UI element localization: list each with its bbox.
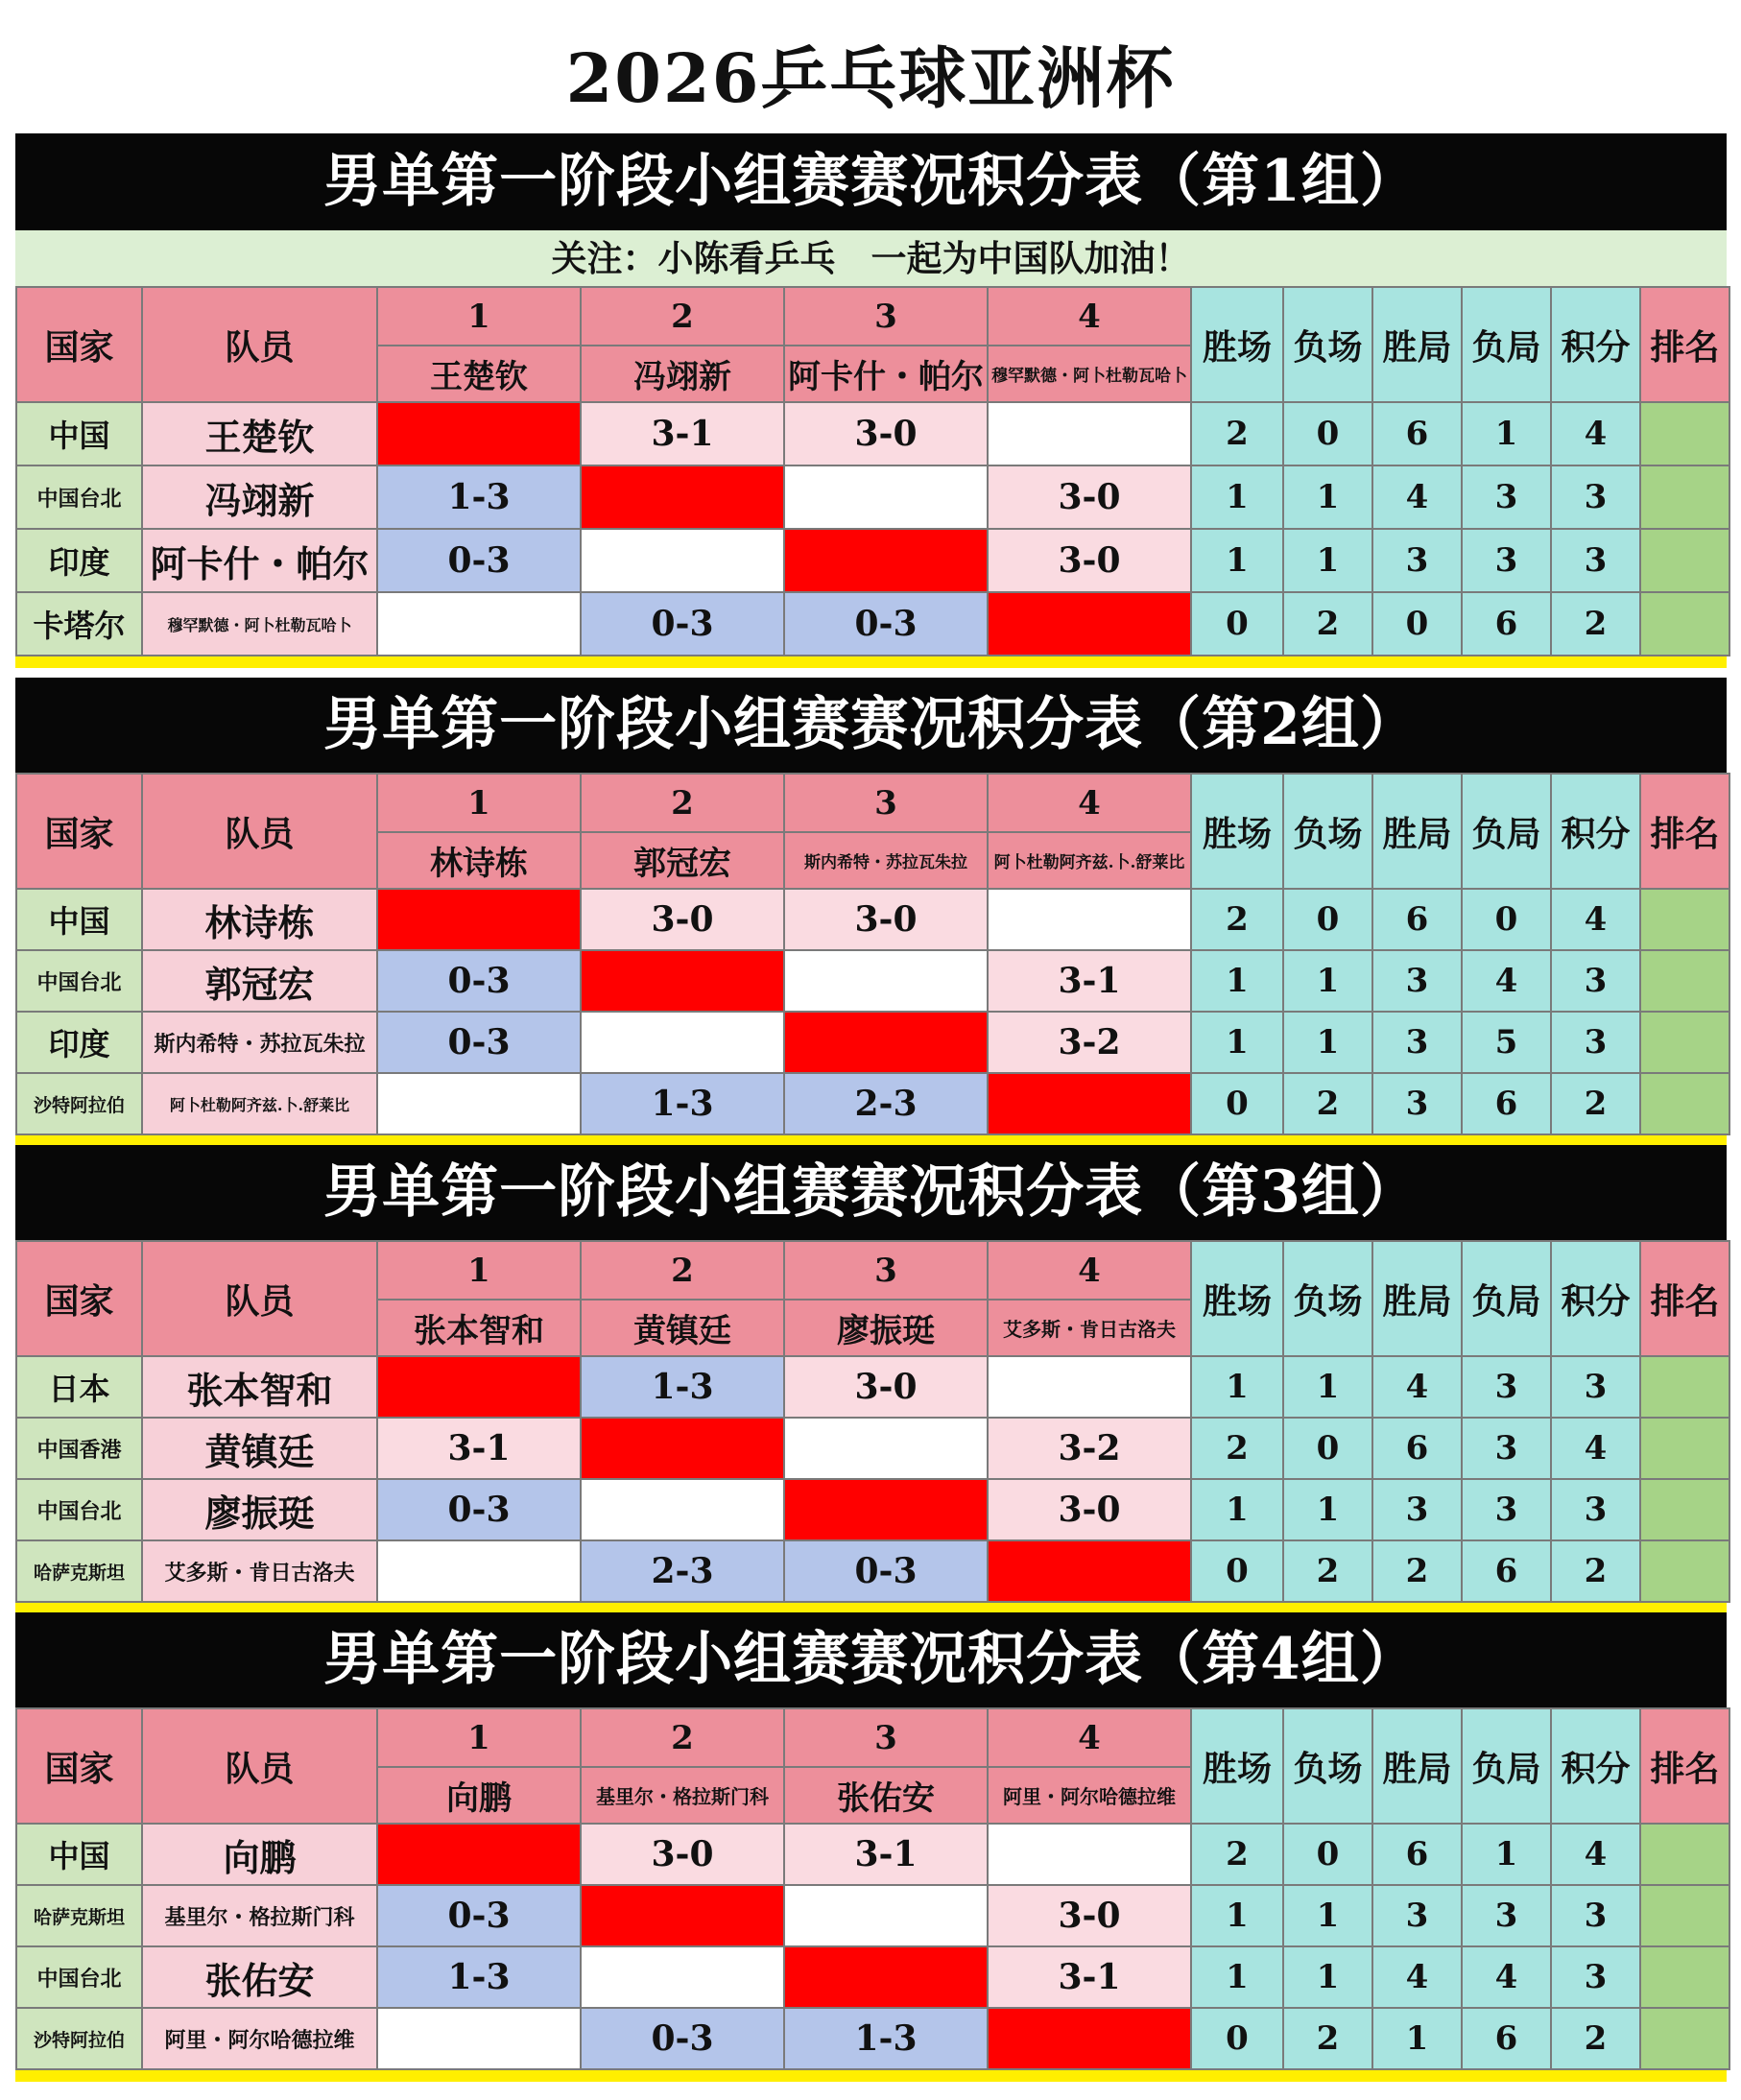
column-header-opponent-name: 阿里・阿尔哈德拉维 [988,1767,1191,1824]
result-cell-self [988,1540,1191,1602]
column-header-wins: 胜场 [1191,1708,1283,1824]
result-cell-empty [581,1479,784,1540]
result-cell-loss: 1-3 [784,2008,988,2069]
rank-cell [1640,1946,1729,2008]
result-cell-win: 3-1 [784,1824,988,1885]
stat-wins: 1 [1191,529,1283,592]
table-row [16,529,1729,592]
table-row [16,1540,1729,1602]
stat-points: 2 [1551,1073,1640,1134]
standings-table [15,1240,1730,1603]
group-title: 男单第一阶段小组赛赛况积分表（第4组） [15,1612,1727,1707]
result-cell-empty [988,889,1191,950]
column-header-country: 国家 [16,774,142,889]
stat-games-won: 3 [1372,529,1462,592]
stat-games-won: 4 [1372,1946,1462,2008]
column-header-opponent-name: 王楚钦 [377,346,581,402]
stat-losses: 1 [1283,465,1372,529]
column-header-opponent-number: 3 [784,1708,988,1767]
country-cell: 沙特阿拉伯 [16,1073,142,1134]
result-cell-loss: 0-3 [377,1885,581,1946]
stat-games-lost: 6 [1462,1540,1551,1602]
player-cell: 阿卡什・帕尔 [142,529,377,592]
result-cell-loss: 2-3 [581,1540,784,1602]
result-cell-loss: 1-3 [581,1356,784,1418]
stat-losses: 0 [1283,1418,1372,1479]
result-cell-self [784,1012,988,1073]
result-cell-self [377,1824,581,1885]
header-row [16,774,1729,832]
column-header-opponent-name: 郭冠宏 [581,832,784,889]
country-cell: 沙特阿拉伯 [16,2008,142,2069]
column-header-opponent-number: 2 [581,1241,784,1300]
column-header-opponent-number: 1 [377,287,581,346]
stat-games-lost: 5 [1462,1012,1551,1073]
country-cell: 哈萨克斯坦 [16,1540,142,1602]
result-cell-empty [581,1012,784,1073]
stat-games-won: 2 [1372,1540,1462,1602]
column-header-opponent-number: 1 [377,774,581,832]
stat-games-lost: 6 [1462,2008,1551,2069]
stat-points: 3 [1551,529,1640,592]
group-3 [15,1145,1727,1614]
standings-table [15,286,1730,656]
result-cell-self [377,1356,581,1418]
result-cell-win: 3-0 [988,529,1191,592]
stat-losses: 1 [1283,1885,1372,1946]
column-header-country: 国家 [16,287,142,402]
rank-cell [1640,465,1729,529]
column-header-losses: 负场 [1283,1241,1372,1356]
result-cell-empty [784,1885,988,1946]
result-cell-self [581,1885,784,1946]
column-header-opponent-number: 4 [988,1708,1191,1767]
stat-wins: 0 [1191,1073,1283,1134]
result-cell-win: 3-0 [988,465,1191,529]
result-cell-loss: 0-3 [377,1012,581,1073]
stat-losses: 1 [1283,950,1372,1012]
group-4 [15,1612,1727,2082]
rank-cell [1640,950,1729,1012]
table-row [16,1356,1729,1418]
result-cell-self [988,1073,1191,1134]
stat-games-won: 6 [1372,402,1462,465]
result-cell-self [784,529,988,592]
column-header-points: 积分 [1551,1708,1640,1824]
column-header-opponent-name: 向鹏 [377,1767,581,1824]
group-1 [15,133,1727,668]
result-cell-win: 3-0 [988,1479,1191,1540]
stat-games-won: 6 [1372,1418,1462,1479]
result-cell-win: 3-1 [988,1946,1191,2008]
stat-wins: 1 [1191,1479,1283,1540]
column-header-rank: 排名 [1640,1708,1729,1824]
result-cell-win: 3-1 [581,402,784,465]
column-header-games-lost: 负局 [1462,287,1551,402]
result-cell-win: 3-1 [988,950,1191,1012]
stat-losses: 0 [1283,402,1372,465]
header-row [16,1241,1729,1300]
result-cell-win: 3-0 [784,402,988,465]
group-title: 男单第一阶段小组赛赛况积分表（第1组） [15,133,1727,230]
player-cell: 郭冠宏 [142,950,377,1012]
column-header-opponent-name: 林诗栋 [377,832,581,889]
result-cell-empty [581,1946,784,2008]
rank-cell [1640,402,1729,465]
stat-wins: 0 [1191,592,1283,656]
rank-cell [1640,529,1729,592]
page-title: 2026乒乓球亚洲杯 [565,38,1176,118]
column-header-opponent-name: 基里尔・格拉斯门科 [581,1767,784,1824]
stat-losses: 1 [1283,1479,1372,1540]
result-cell-loss: 1-3 [581,1073,784,1134]
player-cell: 黄镇廷 [142,1418,377,1479]
country-cell: 中国台北 [16,1479,142,1540]
result-cell-empty [377,592,581,656]
column-header-opponent-name: 阿卜杜勒阿齐兹.卜.舒莱比 [988,832,1191,889]
column-header-wins: 胜场 [1191,774,1283,889]
player-cell: 王楚钦 [142,402,377,465]
stat-games-lost: 3 [1462,1885,1551,1946]
stat-points: 2 [1551,2008,1640,2069]
stat-points: 2 [1551,1540,1640,1602]
stat-losses: 1 [1283,529,1372,592]
stat-losses: 2 [1283,2008,1372,2069]
column-header-points: 积分 [1551,1241,1640,1356]
stat-losses: 0 [1283,1824,1372,1885]
stat-games-lost: 6 [1462,1073,1551,1134]
table-row [16,465,1729,529]
result-cell-loss: 0-3 [581,592,784,656]
stat-games-lost: 4 [1462,950,1551,1012]
country-cell: 中国台北 [16,1946,142,2008]
result-cell-self [377,402,581,465]
stat-wins: 1 [1191,465,1283,529]
result-cell-self [581,465,784,529]
column-header-rank: 排名 [1640,1241,1729,1356]
stat-games-lost: 3 [1462,1418,1551,1479]
result-cell-win: 3-0 [988,1885,1191,1946]
stat-losses: 1 [1283,1356,1372,1418]
country-cell: 中国 [16,889,142,950]
stat-games-lost: 3 [1462,1356,1551,1418]
country-cell: 印度 [16,1012,142,1073]
rank-cell [1640,1885,1729,1946]
result-cell-loss: 1-3 [377,1946,581,2008]
table-row [16,1824,1729,1885]
column-header-opponent-number: 1 [377,1241,581,1300]
result-cell-win: 3-0 [784,1356,988,1418]
table-row [16,1073,1729,1134]
stat-points: 3 [1551,1479,1640,1540]
result-cell-loss: 1-3 [377,465,581,529]
stat-wins: 0 [1191,2008,1283,2069]
stat-wins: 1 [1191,1885,1283,1946]
rank-cell [1640,1012,1729,1073]
stat-points: 4 [1551,402,1640,465]
result-cell-self [377,889,581,950]
stat-wins: 2 [1191,1824,1283,1885]
result-cell-self [784,1946,988,2008]
stat-games-won: 3 [1372,1073,1462,1134]
player-cell: 廖振珽 [142,1479,377,1540]
stat-wins: 1 [1191,1012,1283,1073]
stat-losses: 2 [1283,592,1372,656]
result-cell-empty [377,1073,581,1134]
player-cell: 穆罕默德・阿卜杜勒瓦哈卜 [142,592,377,656]
result-cell-loss: 0-3 [377,1479,581,1540]
result-cell-win: 3-2 [988,1012,1191,1073]
column-header-country: 国家 [16,1708,142,1824]
result-cell-empty [581,529,784,592]
table-row [16,2008,1729,2069]
column-header-opponent-name: 穆罕默德・阿卜杜勒瓦哈卜 [988,346,1191,402]
stat-games-lost: 6 [1462,592,1551,656]
table-row [16,1418,1729,1479]
result-cell-empty [784,1418,988,1479]
column-header-player: 队员 [142,774,377,889]
rank-cell [1640,889,1729,950]
country-cell: 哈萨克斯坦 [16,1885,142,1946]
stat-points: 4 [1551,889,1640,950]
table-row [16,1885,1729,1946]
stat-games-won: 3 [1372,950,1462,1012]
stat-games-won: 3 [1372,1479,1462,1540]
table-row [16,402,1729,465]
column-header-opponent-name: 黄镇廷 [581,1300,784,1356]
standings-table [15,1707,1730,2070]
stat-games-won: 6 [1372,889,1462,950]
result-cell-win: 3-0 [784,889,988,950]
result-cell-win: 3-0 [581,889,784,950]
stat-games-won: 0 [1372,592,1462,656]
country-cell: 印度 [16,529,142,592]
result-cell-empty [784,950,988,1012]
column-header-games-lost: 负局 [1462,1241,1551,1356]
result-cell-loss: 0-3 [377,950,581,1012]
group-title: 男单第一阶段小组赛赛况积分表（第3组） [15,1145,1727,1240]
column-header-wins: 胜场 [1191,287,1283,402]
rank-cell [1640,2008,1729,2069]
stat-games-won: 6 [1372,1824,1462,1885]
stat-losses: 1 [1283,1946,1372,2008]
result-cell-self [988,592,1191,656]
stat-points: 3 [1551,1012,1640,1073]
stat-games-lost: 1 [1462,402,1551,465]
rank-cell [1640,1073,1729,1134]
column-header-opponent-number: 2 [581,774,784,832]
header-row [16,1708,1729,1767]
stat-games-won: 1 [1372,2008,1462,2069]
result-cell-self [988,2008,1191,2069]
result-cell-loss: 0-3 [581,2008,784,2069]
rank-cell [1640,1418,1729,1479]
stat-points: 3 [1551,465,1640,529]
column-header-opponent-number: 2 [581,1708,784,1767]
result-cell-empty [988,1824,1191,1885]
country-cell: 中国 [16,1824,142,1885]
player-cell: 基里尔・格拉斯门科 [142,1885,377,1946]
table-row [16,1479,1729,1540]
column-header-opponent-number: 4 [988,774,1191,832]
rank-cell [1640,1540,1729,1602]
country-cell: 日本 [16,1356,142,1418]
stat-losses: 2 [1283,1073,1372,1134]
result-cell-loss: 2-3 [784,1073,988,1134]
column-header-rank: 排名 [1640,287,1729,402]
stat-points: 4 [1551,1418,1640,1479]
column-header-opponent-number: 1 [377,1708,581,1767]
column-header-opponent-name: 阿卡什・帕尔 [784,346,988,402]
column-header-games-won: 胜局 [1372,1241,1462,1356]
result-cell-self [784,1479,988,1540]
result-cell-win: 3-1 [377,1418,581,1479]
stat-wins: 2 [1191,402,1283,465]
table-row [16,1946,1729,2008]
column-header-opponent-name: 张佑安 [784,1767,988,1824]
result-cell-empty [377,1540,581,1602]
country-cell: 中国香港 [16,1418,142,1479]
column-header-games-won: 胜局 [1372,774,1462,889]
player-cell: 林诗栋 [142,889,377,950]
result-cell-self [581,950,784,1012]
stat-losses: 1 [1283,1012,1372,1073]
result-cell-win: 3-2 [988,1418,1191,1479]
result-cell-empty [377,2008,581,2069]
column-header-wins: 胜场 [1191,1241,1283,1356]
country-cell: 中国台北 [16,950,142,1012]
column-header-games-won: 胜局 [1372,1708,1462,1824]
header-row [16,287,1729,346]
stat-games-lost: 3 [1462,465,1551,529]
stat-games-lost: 4 [1462,1946,1551,2008]
stat-games-lost: 3 [1462,1479,1551,1540]
result-cell-empty [784,465,988,529]
rank-cell [1640,1356,1729,1418]
result-cell-loss: 0-3 [784,1540,988,1602]
player-cell: 阿里・阿尔哈德拉维 [142,2008,377,2069]
result-cell-loss: 0-3 [784,592,988,656]
column-header-opponent-number: 4 [988,1241,1191,1300]
column-header-country: 国家 [16,1241,142,1356]
column-header-losses: 负场 [1283,1708,1372,1824]
column-header-opponent-name: 张本智和 [377,1300,581,1356]
player-cell: 冯翊新 [142,465,377,529]
stat-points: 3 [1551,1885,1640,1946]
column-header-opponent-name: 冯翊新 [581,346,784,402]
rank-cell [1640,1824,1729,1885]
column-header-opponent-name: 斯内希特・苏拉瓦朱拉 [784,832,988,889]
stat-points: 3 [1551,1356,1640,1418]
table-row [16,950,1729,1012]
stat-games-won: 3 [1372,1012,1462,1073]
stat-points: 2 [1551,592,1640,656]
column-header-losses: 负场 [1283,287,1372,402]
column-header-losses: 负场 [1283,774,1372,889]
country-cell: 中国 [16,402,142,465]
result-cell-win: 3-0 [581,1824,784,1885]
column-header-opponent-name: 艾多斯・肯日古洛夫 [988,1300,1191,1356]
player-cell: 张本智和 [142,1356,377,1418]
stat-games-lost: 3 [1462,529,1551,592]
table-row [16,889,1729,950]
result-cell-loss: 0-3 [377,529,581,592]
stat-losses: 2 [1283,1540,1372,1602]
rank-cell [1640,592,1729,656]
rank-cell [1640,1479,1729,1540]
table-row [16,1012,1729,1073]
column-header-player: 队员 [142,1708,377,1824]
stat-points: 4 [1551,1824,1640,1885]
player-cell: 阿卜杜勒阿齐兹.卜.舒莱比 [142,1073,377,1134]
group-title: 男单第一阶段小组赛赛况积分表（第2组） [15,678,1727,773]
column-header-opponent-number: 3 [784,287,988,346]
stat-wins: 0 [1191,1540,1283,1602]
column-header-rank: 排名 [1640,774,1729,889]
player-cell: 张佑安 [142,1946,377,2008]
column-header-opponent-number: 4 [988,287,1191,346]
column-header-opponent-name: 廖振珽 [784,1300,988,1356]
result-cell-self [581,1418,784,1479]
column-header-opponent-number: 3 [784,1241,988,1300]
column-header-games-lost: 负局 [1462,1708,1551,1824]
column-header-player: 队员 [142,287,377,402]
stat-wins: 1 [1191,1946,1283,2008]
stat-games-won: 4 [1372,1356,1462,1418]
country-cell: 卡塔尔 [16,592,142,656]
country-cell: 中国台北 [16,465,142,529]
stat-wins: 1 [1191,1356,1283,1418]
stat-wins: 1 [1191,950,1283,1012]
result-cell-empty [988,1356,1191,1418]
table-row [16,592,1729,656]
column-header-opponent-number: 2 [581,287,784,346]
result-cell-empty [988,402,1191,465]
notice-banner: 关注：小陈看乒乓 一起为中国队加油！ [15,230,1727,286]
stat-games-lost: 1 [1462,1824,1551,1885]
stat-games-won: 3 [1372,1885,1462,1946]
column-header-points: 积分 [1551,287,1640,402]
player-cell: 斯内希特・苏拉瓦朱拉 [142,1012,377,1073]
stat-losses: 0 [1283,889,1372,950]
group-2 [15,678,1727,1147]
column-header-player: 队员 [142,1241,377,1356]
column-header-games-won: 胜局 [1372,287,1462,402]
stat-games-won: 4 [1372,465,1462,529]
stat-points: 3 [1551,950,1640,1012]
column-header-opponent-number: 3 [784,774,988,832]
stat-games-lost: 0 [1462,889,1551,950]
player-cell: 艾多斯・肯日古洛夫 [142,1540,377,1602]
column-header-points: 积分 [1551,774,1640,889]
stat-wins: 2 [1191,889,1283,950]
player-cell: 向鹏 [142,1824,377,1885]
column-header-games-lost: 负局 [1462,774,1551,889]
stat-wins: 2 [1191,1418,1283,1479]
stat-points: 3 [1551,1946,1640,2008]
standings-table [15,773,1730,1135]
